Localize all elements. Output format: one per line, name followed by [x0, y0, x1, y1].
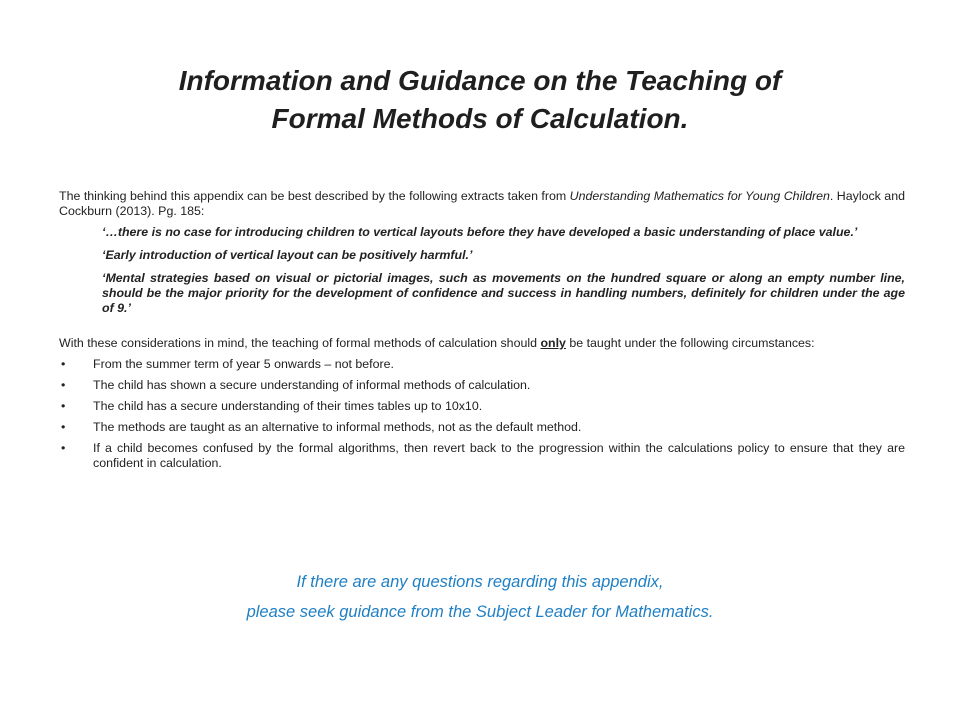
list-item: [59, 378, 905, 393]
quote-2: ‘Early introduction of vertical layout can be positively harmful.’: [102, 248, 473, 262]
intro-paragraph: [59, 189, 905, 219]
circumstances-text-after: be taught under the following circumstances:: [565, 336, 815, 350]
book-title: Understanding Mathematics for Young Children: [569, 189, 830, 203]
bullet-icon: •: [61, 378, 66, 392]
list-item: [59, 441, 905, 471]
list-item: [59, 399, 905, 414]
list-item-text: The child has a secure understanding of their times tables up to 10x10.: [93, 399, 483, 413]
quote-block: [102, 225, 905, 316]
bullet-icon: •: [61, 420, 66, 434]
bullet-icon: •: [61, 441, 66, 455]
emphasis-only: only: [540, 336, 566, 350]
bullet-icon: •: [61, 357, 66, 371]
bullet-icon: •: [61, 399, 66, 413]
footer-line-1: If there are any questions regarding this appendix,: [296, 573, 664, 591]
quote-3: ‘Mental strategies based on visual or pictorial images, such as movements on the hundred square or along an empty number line, should be the major priority for the development of confidence and success in handling numbers, definitely for children under the age of 9.’: [102, 271, 905, 315]
quote-1: ‘…there is no case for introducing children to vertical layouts before they have developed a basic understanding of place value.’: [102, 225, 858, 239]
list-item-text: From the summer term of year 5 onwards – not before.: [93, 357, 394, 371]
circumstances-list: [59, 357, 905, 471]
list-item: [59, 420, 905, 435]
list-item-text: If a child becomes confused by the formal algorithms, then revert back to the progression within the calculations policy to ensure that they are confident in calculation.: [93, 441, 905, 470]
title-line-2: Formal Methods of Calculation.: [271, 103, 689, 134]
list-item: [59, 357, 905, 372]
footer-line-2: please seek guidance from the Subject Leader for Mathematics.: [246, 603, 714, 621]
body-content: [59, 189, 905, 477]
title-line-1: Information and Guidance on the Teaching of: [178, 65, 782, 96]
intro-text-before: The thinking behind this appendix can be best described by the following extracts taken from: [59, 189, 570, 203]
circumstances-text-before: With these considerations in mind, the teaching of formal methods of calculation should: [59, 336, 541, 350]
intro-text-after: . Haylock and Cockburn (2013). Pg. 185:: [59, 189, 905, 218]
footer-note: [60, 570, 900, 630]
spacer: [59, 324, 905, 336]
circumstances-paragraph: [59, 336, 905, 351]
page-title: [60, 62, 900, 138]
list-item-text: The methods are taught as an alternative to informal methods, not as the default method.: [93, 420, 582, 434]
list-item-text: The child has shown a secure understanding of informal methods of calculation.: [93, 378, 531, 392]
